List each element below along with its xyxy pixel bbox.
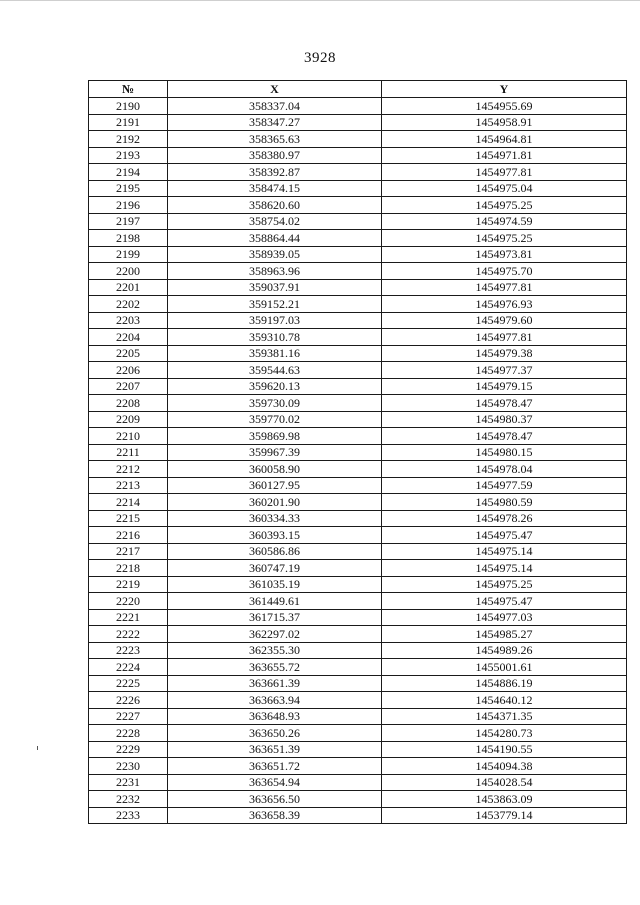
cell-number: 2221	[89, 609, 168, 626]
cell-x: 359544.63	[168, 362, 382, 379]
cell-y: 1454975.14	[382, 560, 627, 577]
cell-x: 358864.44	[168, 230, 382, 247]
cell-x: 360334.33	[168, 510, 382, 527]
table-row	[89, 411, 627, 428]
cell-x: 358754.02	[168, 213, 382, 230]
header-x: X	[168, 81, 382, 98]
coordinates-table	[88, 80, 627, 824]
table-row	[89, 312, 627, 329]
table-body	[89, 98, 627, 824]
cell-number: 2203	[89, 312, 168, 329]
cell-x: 360058.90	[168, 461, 382, 478]
table-row	[89, 444, 627, 461]
cell-number: 2193	[89, 147, 168, 164]
cell-y: 1454979.15	[382, 378, 627, 395]
table-row	[89, 725, 627, 742]
table-row	[89, 180, 627, 197]
cell-y: 1454640.12	[382, 692, 627, 709]
cell-y: 1454975.14	[382, 543, 627, 560]
table-row	[89, 197, 627, 214]
cell-y: 1454980.15	[382, 444, 627, 461]
cell-x: 358474.15	[168, 180, 382, 197]
cell-y: 1454975.47	[382, 527, 627, 544]
cell-number: 2229	[89, 741, 168, 758]
table-row	[89, 263, 627, 280]
cell-number: 2217	[89, 543, 168, 560]
cell-number: 2225	[89, 675, 168, 692]
table-row	[89, 114, 627, 131]
header-y: Y	[382, 81, 627, 98]
cell-y: 1454979.60	[382, 312, 627, 329]
cell-y: 1454971.81	[382, 147, 627, 164]
cell-y: 1454977.37	[382, 362, 627, 379]
cell-y: 1454978.26	[382, 510, 627, 527]
cell-y: 1454955.69	[382, 98, 627, 115]
table-header	[89, 81, 627, 98]
cell-y: 1454977.81	[382, 279, 627, 296]
cell-number: 2223	[89, 642, 168, 659]
cell-x: 363651.72	[168, 758, 382, 775]
cell-y: 1454028.54	[382, 774, 627, 791]
cell-y: 1454190.55	[382, 741, 627, 758]
cell-y: 1454980.37	[382, 411, 627, 428]
cell-number: 2200	[89, 263, 168, 280]
table-row	[89, 774, 627, 791]
table-row	[89, 345, 627, 362]
table-row	[89, 213, 627, 230]
cell-number: 2208	[89, 395, 168, 412]
cell-number: 2230	[89, 758, 168, 775]
cell-number: 2199	[89, 246, 168, 263]
cell-y: 1454975.04	[382, 180, 627, 197]
cell-number: 2190	[89, 98, 168, 115]
cell-y: 1454975.25	[382, 197, 627, 214]
cell-x: 358347.27	[168, 114, 382, 131]
table-row	[89, 659, 627, 676]
cell-x: 361035.19	[168, 576, 382, 593]
cell-x: 363656.50	[168, 791, 382, 808]
cell-number: 2231	[89, 774, 168, 791]
cell-number: 2195	[89, 180, 168, 197]
cell-x: 363654.94	[168, 774, 382, 791]
table-row	[89, 131, 627, 148]
cell-y: 1453863.09	[382, 791, 627, 808]
table-row	[89, 510, 627, 527]
cell-number: 2211	[89, 444, 168, 461]
cell-y: 1454977.59	[382, 477, 627, 494]
cell-number: 2192	[89, 131, 168, 148]
cell-x: 359037.91	[168, 279, 382, 296]
cell-number: 2201	[89, 279, 168, 296]
cell-y: 1454978.47	[382, 395, 627, 412]
cell-x: 358365.63	[168, 131, 382, 148]
scan-speck	[37, 746, 38, 750]
cell-y: 1454985.27	[382, 626, 627, 643]
cell-number: 2215	[89, 510, 168, 527]
cell-x: 359152.21	[168, 296, 382, 313]
cell-y: 1454976.93	[382, 296, 627, 313]
cell-y: 1454979.38	[382, 345, 627, 362]
cell-y: 1454980.59	[382, 494, 627, 511]
cell-y: 1454371.35	[382, 708, 627, 725]
cell-y: 1454958.91	[382, 114, 627, 131]
cell-x: 359197.03	[168, 312, 382, 329]
cell-x: 359620.13	[168, 378, 382, 395]
cell-y: 1454977.81	[382, 164, 627, 181]
cell-x: 363661.39	[168, 675, 382, 692]
cell-number: 2209	[89, 411, 168, 428]
cell-y: 1454094.38	[382, 758, 627, 775]
cell-y: 1454975.25	[382, 576, 627, 593]
table-row	[89, 395, 627, 412]
cell-y: 1454977.81	[382, 329, 627, 346]
table-row	[89, 675, 627, 692]
table-row	[89, 609, 627, 626]
table-row	[89, 642, 627, 659]
cell-x: 359967.39	[168, 444, 382, 461]
cell-y: 1454964.81	[382, 131, 627, 148]
cell-number: 2216	[89, 527, 168, 544]
cell-y: 1454975.70	[382, 263, 627, 280]
cell-number: 2224	[89, 659, 168, 676]
cell-x: 360201.90	[168, 494, 382, 511]
cell-x: 358939.05	[168, 246, 382, 263]
cell-number: 2204	[89, 329, 168, 346]
cell-number: 2191	[89, 114, 168, 131]
cell-x: 363650.26	[168, 725, 382, 742]
table-row	[89, 296, 627, 313]
cell-y: 1454978.04	[382, 461, 627, 478]
cell-number: 2228	[89, 725, 168, 742]
cell-y: 1454989.26	[382, 642, 627, 659]
table-row	[89, 692, 627, 709]
cell-number: 2198	[89, 230, 168, 247]
table-row	[89, 378, 627, 395]
cell-number: 2194	[89, 164, 168, 181]
cell-x: 360747.19	[168, 560, 382, 577]
table-row	[89, 329, 627, 346]
cell-number: 2232	[89, 791, 168, 808]
cell-number: 2205	[89, 345, 168, 362]
table-row	[89, 279, 627, 296]
cell-number: 2207	[89, 378, 168, 395]
cell-y: 1453779.14	[382, 807, 627, 824]
cell-number: 2202	[89, 296, 168, 313]
cell-number: 2197	[89, 213, 168, 230]
cell-x: 359381.16	[168, 345, 382, 362]
cell-x: 358963.96	[168, 263, 382, 280]
cell-number: 2213	[89, 477, 168, 494]
cell-x: 363663.94	[168, 692, 382, 709]
table-row	[89, 741, 627, 758]
cell-number: 2218	[89, 560, 168, 577]
page-top-edge	[0, 0, 640, 1]
cell-x: 361449.61	[168, 593, 382, 610]
cell-x: 363651.39	[168, 741, 382, 758]
cell-number: 2214	[89, 494, 168, 511]
cell-x: 361715.37	[168, 609, 382, 626]
cell-x: 358392.87	[168, 164, 382, 181]
table-row	[89, 477, 627, 494]
table-row	[89, 230, 627, 247]
cell-x: 360393.15	[168, 527, 382, 544]
table-row	[89, 246, 627, 263]
cell-x: 363658.39	[168, 807, 382, 824]
table-row	[89, 708, 627, 725]
cell-y: 1454973.81	[382, 246, 627, 263]
table-row	[89, 758, 627, 775]
header-row	[89, 81, 627, 98]
table-row	[89, 362, 627, 379]
cell-y: 1454975.25	[382, 230, 627, 247]
cell-y: 1454978.47	[382, 428, 627, 445]
cell-y: 1455001.61	[382, 659, 627, 676]
header-number: №	[89, 81, 168, 98]
table-row	[89, 461, 627, 478]
table-row	[89, 147, 627, 164]
table-row	[89, 807, 627, 824]
cell-x: 362297.02	[168, 626, 382, 643]
cell-x: 360127.95	[168, 477, 382, 494]
page-number: 3928	[304, 50, 336, 66]
cell-number: 2220	[89, 593, 168, 610]
table-row	[89, 98, 627, 115]
cell-y: 1454280.73	[382, 725, 627, 742]
cell-number: 2212	[89, 461, 168, 478]
cell-x: 362355.30	[168, 642, 382, 659]
table-row	[89, 560, 627, 577]
table-row	[89, 543, 627, 560]
cell-number: 2206	[89, 362, 168, 379]
cell-number: 2210	[89, 428, 168, 445]
cell-x: 358620.60	[168, 197, 382, 214]
cell-number: 2222	[89, 626, 168, 643]
cell-x: 363648.93	[168, 708, 382, 725]
cell-number: 2219	[89, 576, 168, 593]
cell-y: 1454974.59	[382, 213, 627, 230]
cell-y: 1454886.19	[382, 675, 627, 692]
cell-x: 359869.98	[168, 428, 382, 445]
cell-x: 359310.78	[168, 329, 382, 346]
cell-number: 2227	[89, 708, 168, 725]
table-row	[89, 527, 627, 544]
cell-y: 1454977.03	[382, 609, 627, 626]
table-row	[89, 164, 627, 181]
table-row	[89, 626, 627, 643]
cell-x: 358380.97	[168, 147, 382, 164]
table-row	[89, 791, 627, 808]
cell-x: 359770.02	[168, 411, 382, 428]
cell-x: 363655.72	[168, 659, 382, 676]
table-row	[89, 494, 627, 511]
cell-number: 2196	[89, 197, 168, 214]
cell-x: 358337.04	[168, 98, 382, 115]
cell-y: 1454975.47	[382, 593, 627, 610]
table-row	[89, 576, 627, 593]
cell-x: 360586.86	[168, 543, 382, 560]
cell-number: 2226	[89, 692, 168, 709]
table-row	[89, 428, 627, 445]
cell-number: 2233	[89, 807, 168, 824]
cell-x: 359730.09	[168, 395, 382, 412]
table-row	[89, 593, 627, 610]
